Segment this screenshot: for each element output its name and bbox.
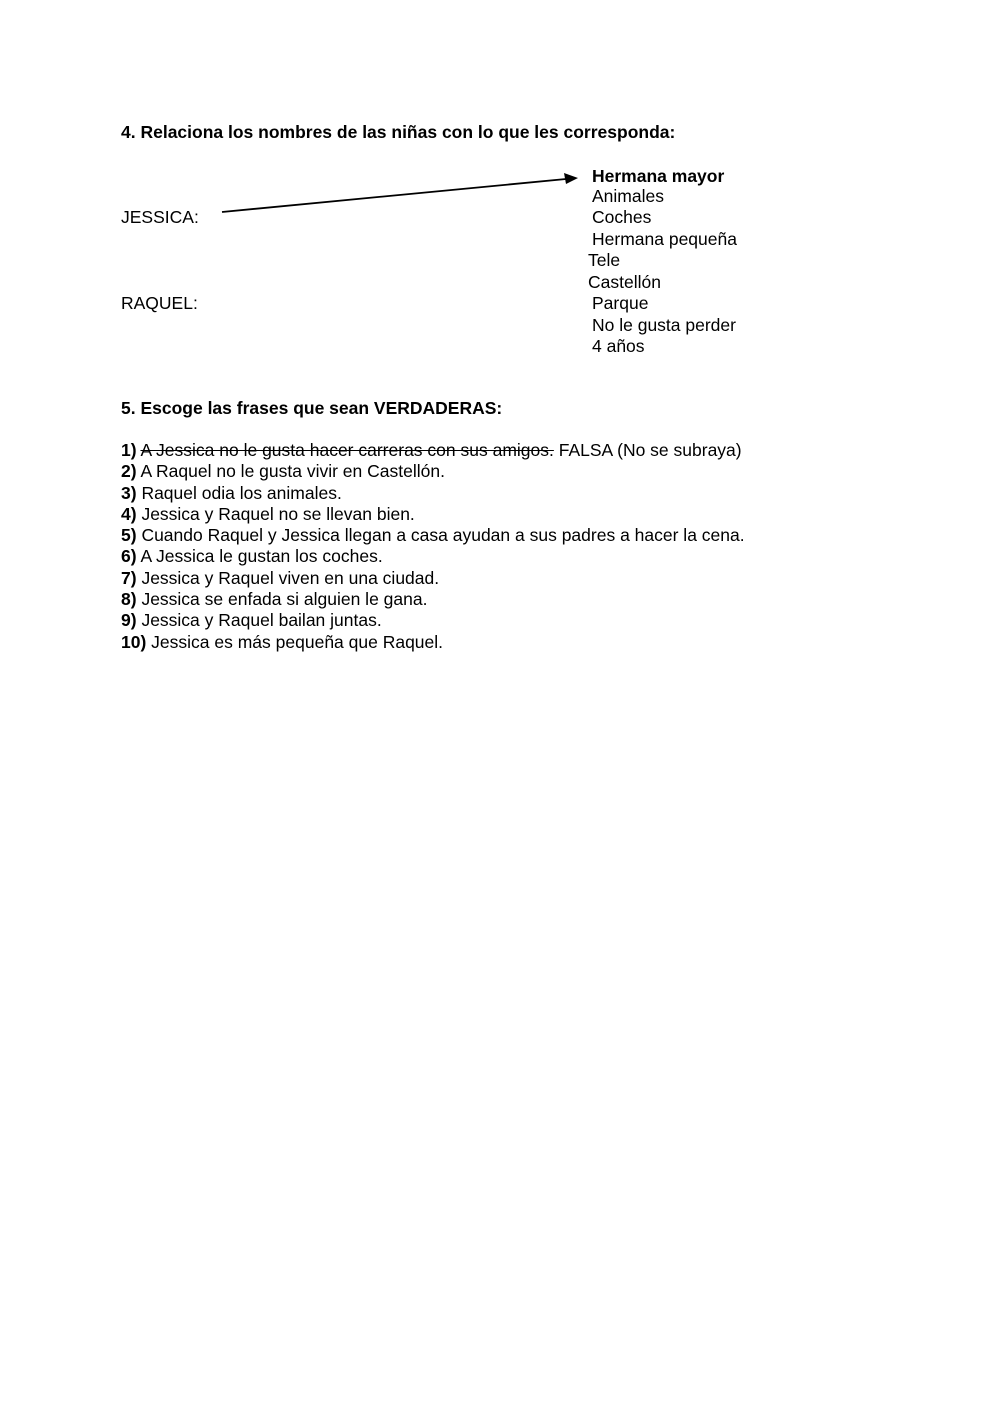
statement-text: Jessica y Raquel bailan juntas. [141,610,382,631]
statement-text: Jessica y Raquel viven en una ciudad. [141,567,440,588]
statement-item [121,483,745,504]
statement-text: A Raquel no le gusta vivir en Castellón. [140,461,445,482]
statement-number: 10) [121,631,147,652]
name-raquel: RAQUEL: [121,293,198,313]
statement-item [121,504,745,525]
option-parque: Parque [592,293,649,313]
option-hermana-pequena: Hermana pequeña [592,229,737,249]
statement-list [121,440,745,653]
statement-number: 1) [121,440,137,460]
option-castellon: Castellón [588,272,661,292]
statement-number: 7) [121,567,137,588]
statement-item [121,461,745,482]
statement-item [121,632,745,653]
statement-text: Jessica se enfada si alguien le gana. [141,589,428,610]
statement-item [121,610,745,631]
statement-item [121,546,745,567]
statement-text-struck: A Jessica no le gusta hacer carreras con sus amigos. [140,440,554,460]
statement-item [121,589,745,610]
option-coches: Coches [592,207,652,227]
statement-item [121,568,745,589]
option-no-le-gusta-perder: No le gusta perder [592,315,736,335]
statement-number: 8) [121,589,137,610]
statement-item [121,440,745,461]
statement-text: A Jessica le gustan los coches. [140,546,383,567]
section-4-heading: 4. Relaciona los nombres de las niñas con lo que les corresponda: [121,122,676,142]
section-5-heading: 5. Escoge las frases que sean VERDADERAS: [121,398,503,418]
statement-text: Raquel odia los animales. [141,482,342,503]
statement-note: FALSA (No se subraya) [558,440,742,460]
option-4-anos: 4 años [592,336,645,356]
statement-number: 2) [121,461,137,482]
statement-number: 4) [121,503,137,524]
name-jessica: JESSICA: [121,207,199,227]
statement-text: Jessica es más pequeña que Raquel. [151,631,444,652]
statement-text: Cuando Raquel y Jessica llegan a casa ayudan a sus padres a hacer la cena. [141,525,745,546]
option-hermana-mayor: Hermana mayor [592,166,725,186]
option-animales: Animales [592,186,664,206]
statement-text: Jessica y Raquel no se llevan bien. [141,503,415,524]
statement-number: 6) [121,546,137,567]
statement-number: 5) [121,525,137,546]
option-tele: Tele [588,250,621,270]
statement-number: 9) [121,610,137,631]
statement-item [121,525,745,546]
statement-number: 3) [121,482,137,503]
